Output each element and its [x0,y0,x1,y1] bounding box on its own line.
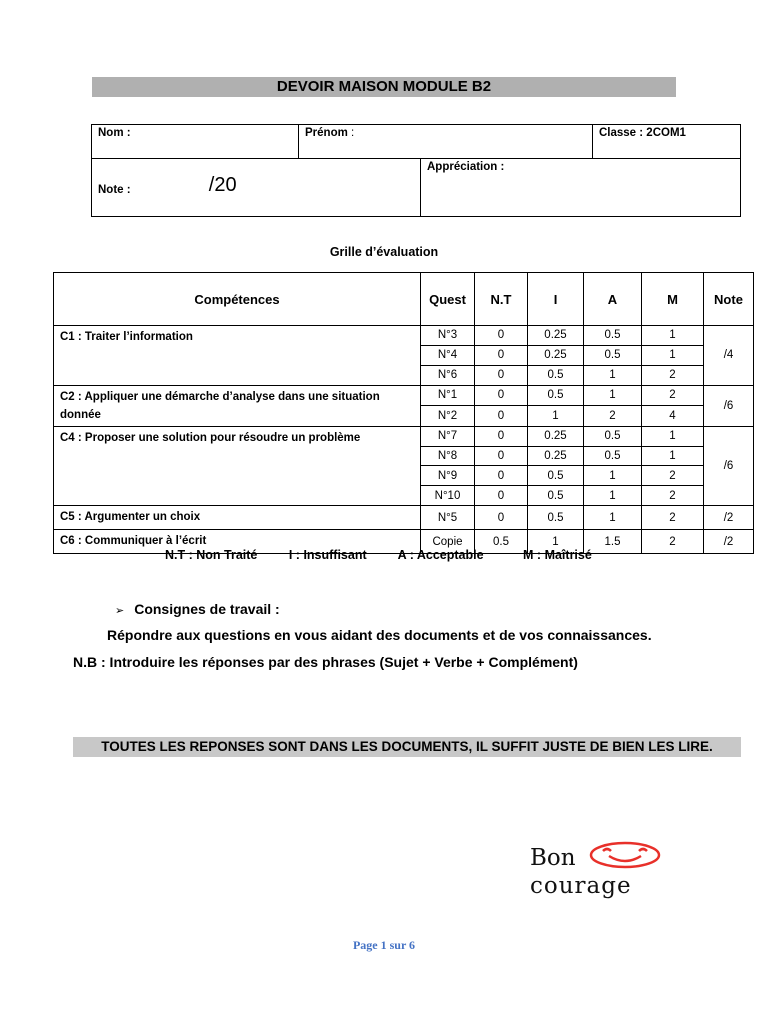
cell-m: 2 [642,506,704,530]
cell-i: 0.5 [528,385,584,406]
cell-a: 2 [584,406,642,427]
classe-field [593,125,741,159]
cell-a: 1 [584,385,642,406]
page-footer: Page 1 sur 6 [352,938,416,952]
table-row [54,506,754,530]
cell-a: 1 [584,506,642,530]
cell-a: 0.5 [584,326,642,346]
cell-i: 0.5 [528,365,584,385]
cell-i: 0.5 [528,486,584,506]
cell-quest: Copie [421,530,475,554]
cell-i: 1 [528,530,584,554]
cell-a: 1 [584,486,642,506]
competence-c4: C4 : Proposer une solution pour résoudre un problème [54,426,421,506]
cell-i: 0.25 [528,426,584,446]
competence-c5: C5 : Argumenter un choix [54,506,421,530]
arrow-bullet-icon: ➢ [115,604,125,617]
note-value: /20 [208,174,237,196]
consignes-heading [115,601,280,617]
cell-nt: 0 [475,326,528,346]
cell-m: 1 [642,345,704,365]
cell-m: 1 [642,426,704,446]
cell-nt: 0 [475,385,528,406]
cell-nt: 0 [475,365,528,385]
note-c5: /2 [704,506,754,530]
cell-quest: N°3 [421,326,475,346]
cell-m: 1 [642,326,704,346]
bon-word: Bon [530,845,576,871]
header-m: M [642,273,704,326]
cell-quest: N°4 [421,345,475,365]
classe-label: Classe : 2COM1 [599,127,686,139]
header-nt: N.T [475,273,528,326]
cell-m: 4 [642,406,704,427]
cell-a: 1 [584,466,642,486]
cell-quest: N°6 [421,365,475,385]
cell-a: 0.5 [584,345,642,365]
nom-field[interactable] [92,125,299,159]
grid-legend [165,548,620,562]
cell-i: 1 [528,406,584,427]
cell-nt: 0 [475,426,528,446]
smiley-icon [589,841,661,869]
prenom-colon: : [347,127,355,139]
cell-i: 0.25 [528,446,584,466]
cell-m: 1 [642,446,704,466]
cell-nt: 0 [475,466,528,486]
legend-a: A : Acceptable [397,548,484,562]
nom-label: Nom : [98,127,131,139]
header-competences: Compétences [54,273,421,326]
cell-quest: N°2 [421,406,475,427]
courage-word: courage [530,873,632,899]
cell-quest: N°1 [421,385,475,406]
competence-c6: C6 : Communiquer à l’écrit [54,530,421,554]
note-c6: /2 [704,530,754,554]
note-c1: /4 [704,326,754,386]
cell-quest: N°10 [421,486,475,506]
note-label: Note : [98,184,131,196]
note-c2: /6 [704,385,754,426]
bon-courage-logo [530,845,661,899]
note-field[interactable] [92,159,421,217]
cell-quest: N°8 [421,446,475,466]
appreciation-field[interactable] [421,159,741,217]
document-title: DEVOIR MAISON MODULE B2 [92,77,676,97]
header-note: Note [704,273,754,326]
cell-i: 0.25 [528,326,584,346]
warning-banner: TOUTES LES REPONSES SONT DANS LES DOCUMENTS, IL SUFFIT JUSTE DE BIEN LES LIRE. [73,737,741,757]
cell-m: 2 [642,486,704,506]
table-row [54,426,754,446]
legend-nt: N.T : Non Traité [165,548,258,562]
competence-c2: C2 : Appliquer une démarche d’analyse dans une situation donnée [54,385,421,426]
cell-nt: 0 [475,406,528,427]
cell-quest: N°5 [421,506,475,530]
table-row [54,385,754,406]
cell-a: 0.5 [584,446,642,466]
cell-a: 1.5 [584,530,642,554]
legend-i: I : Insuffisant [288,548,367,562]
cell-a: 1 [584,365,642,385]
cell-m: 2 [642,530,704,554]
consignes-title: Consignes de travail : [134,601,280,617]
cell-nt: 0 [475,446,528,466]
cell-m: 2 [642,385,704,406]
nb-text: N.B : Introduire les réponses par des phrases (Sujet + Verbe + Complément) [73,654,578,670]
evaluation-grid [53,272,754,554]
cell-m: 2 [642,365,704,385]
student-info-table [91,124,741,217]
cell-a: 0.5 [584,426,642,446]
consignes-text: Répondre aux questions en vous aidant des documents et de vos connaissances. [107,627,652,643]
cell-i: 0.5 [528,506,584,530]
table-row [54,326,754,346]
header-quest: Quest [421,273,475,326]
cell-i: 0.5 [528,466,584,486]
legend-m: M : Maîtrisé [523,548,592,562]
competence-c1: C1 : Traiter l’information [54,326,421,386]
cell-i: 0.25 [528,345,584,365]
cell-nt: 0 [475,345,528,365]
cell-m: 2 [642,466,704,486]
appreciation-label: Appréciation : [427,161,505,173]
cell-quest: N°9 [421,466,475,486]
cell-quest: N°7 [421,426,475,446]
grid-caption: Grille d’évaluation [329,245,439,259]
prenom-field[interactable] [299,125,593,159]
cell-nt: 0 [475,506,528,530]
header-a: A [584,273,642,326]
cell-nt: 0 [475,486,528,506]
cell-nt: 0.5 [475,530,528,554]
note-c4: /6 [704,426,754,506]
header-i: I [528,273,584,326]
prenom-label: Prénom [305,127,348,139]
